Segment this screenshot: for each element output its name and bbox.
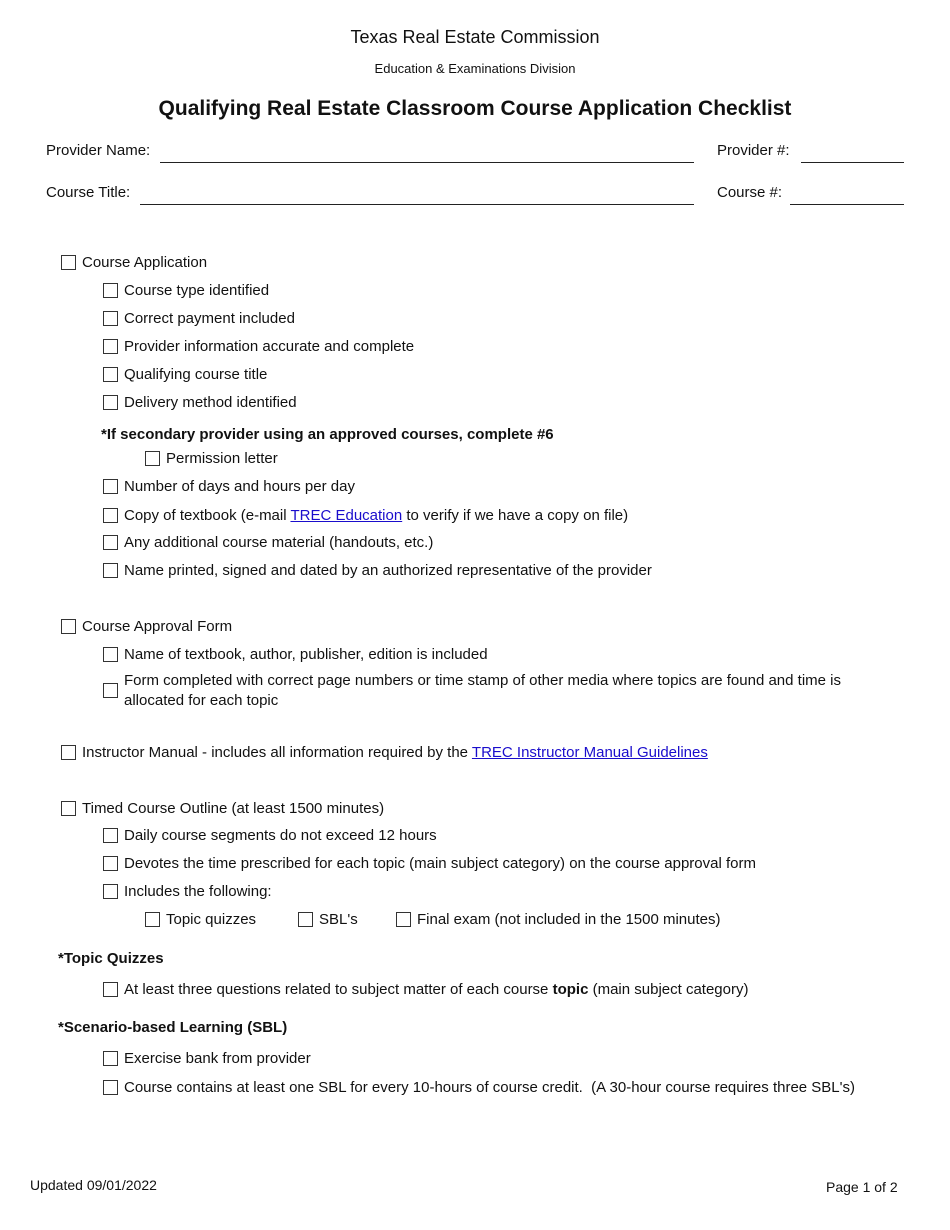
item-label: Final exam (not included in the 1500 minutes) <box>417 911 721 928</box>
check-form-completed[interactable] <box>103 671 893 711</box>
checkbox[interactable] <box>103 339 118 354</box>
checkbox[interactable] <box>145 912 160 927</box>
course-number-field[interactable] <box>790 204 904 205</box>
check-devotes-time[interactable] <box>103 855 756 872</box>
item-label: Name of textbook, author, publisher, edition is included <box>124 646 488 663</box>
check-exercise-bank[interactable] <box>103 1050 311 1067</box>
check-daily-segments[interactable] <box>103 827 437 844</box>
checkbox[interactable] <box>61 745 76 760</box>
item-label <box>124 507 628 524</box>
item-label: Correct payment included <box>124 310 295 327</box>
three-questions-prefix: At least three questions related to subject matter of each course <box>124 981 553 998</box>
division-name: Education & Examinations Division <box>374 61 576 76</box>
check-additional-material[interactable] <box>103 534 433 551</box>
check-provider-info[interactable] <box>103 338 414 355</box>
check-includes-following[interactable] <box>103 883 272 900</box>
item-label: Number of days and hours per day <box>124 478 355 495</box>
check-three-questions[interactable] <box>103 981 749 998</box>
checkbox[interactable] <box>103 311 118 326</box>
textbook-prefix: Copy of textbook (e-mail <box>124 507 291 524</box>
check-signed[interactable] <box>103 562 652 579</box>
provider-number-label: Provider #: <box>717 142 790 159</box>
item-label <box>124 981 749 998</box>
course-title-label: Course Title: <box>46 184 131 201</box>
check-final-exam[interactable] <box>396 911 721 928</box>
check-course-approval-form[interactable] <box>61 618 232 635</box>
checkbox[interactable] <box>61 255 76 270</box>
page-title: Qualifying Real Estate Classroom Course Application Checklist <box>158 97 792 120</box>
checkbox[interactable] <box>103 647 118 662</box>
item-label: SBL's <box>319 911 358 928</box>
trec-education-link[interactable]: TREC Education <box>290 507 403 524</box>
item-label: Daily course segments do not exceed 12 hours <box>124 827 437 844</box>
checkbox[interactable] <box>145 451 160 466</box>
item-label: Devotes the time prescribed for each topic (main subject category) on the course approval form <box>124 855 756 872</box>
checkbox[interactable] <box>61 801 76 816</box>
course-title-field[interactable] <box>140 204 694 205</box>
checkbox[interactable] <box>396 912 411 927</box>
updated-date: Updated 09/01/2022 <box>30 1177 157 1193</box>
item-label: Form completed with correct page numbers or time stamp of other media where topics are found and time is allocated for each topic <box>124 672 841 709</box>
item-label: Includes the following: <box>124 883 272 900</box>
checkbox[interactable] <box>103 828 118 843</box>
topic-bold: topic <box>552 981 589 998</box>
checkbox[interactable] <box>298 912 313 927</box>
item-label: Qualifying course title <box>124 366 268 383</box>
checkbox[interactable] <box>103 856 118 871</box>
item-label: Course Application <box>82 254 208 271</box>
textbook-suffix: to verify if we have a copy on file) <box>402 507 629 524</box>
checkbox[interactable] <box>103 508 118 523</box>
item-label: Name printed, signed and dated by an authorized representative of the provider <box>124 562 652 579</box>
checkbox[interactable] <box>103 982 118 997</box>
item-label <box>82 744 708 761</box>
item-label: Timed Course Outline (at least 1500 minutes) <box>82 800 385 817</box>
item-label: Permission letter <box>166 450 278 467</box>
checkbox[interactable] <box>103 395 118 410</box>
check-timed-outline[interactable] <box>61 800 384 817</box>
check-payment[interactable] <box>103 310 295 327</box>
checkbox[interactable] <box>103 283 118 298</box>
item-label: Course contains at least one SBL for every 10-hours of course credit. (A 30-hour course requires three SBL's) <box>124 1079 856 1096</box>
item-label: Exercise bank from provider <box>124 1050 311 1067</box>
checkbox[interactable] <box>103 683 118 698</box>
check-course-type[interactable] <box>103 282 269 299</box>
checkbox[interactable] <box>103 479 118 494</box>
checkbox[interactable] <box>103 367 118 382</box>
checkbox[interactable] <box>103 1080 118 1095</box>
trec-instructor-manual-link[interactable]: TREC Instructor Manual Guidelines <box>471 744 708 761</box>
check-delivery-method[interactable] <box>103 394 297 411</box>
instructor-manual-text: Instructor Manual - includes all information required by the <box>82 744 472 761</box>
item-label: Course Approval Form <box>82 618 233 635</box>
check-instructor-manual[interactable] <box>61 744 708 761</box>
provider-name-field[interactable] <box>160 162 694 163</box>
checkbox[interactable] <box>103 563 118 578</box>
three-questions-suffix: (main subject category) <box>588 981 749 998</box>
item-label: Topic quizzes <box>166 911 257 928</box>
provider-name-label: Provider Name: <box>46 142 151 159</box>
item-label: Provider information accurate and complete <box>124 338 415 355</box>
checkbox[interactable] <box>103 1051 118 1066</box>
page-number: Page 1 of 2 <box>826 1179 898 1195</box>
item-label: Course type identified <box>124 282 270 299</box>
checkbox[interactable] <box>61 619 76 634</box>
check-textbook-info[interactable] <box>103 646 488 663</box>
course-number-label: Course #: <box>717 184 783 201</box>
check-permission-letter[interactable] <box>145 450 278 467</box>
item-label: Any additional course material (handouts, etc.) <box>124 534 434 551</box>
check-topic-quizzes[interactable] <box>145 911 256 928</box>
checkbox[interactable] <box>103 884 118 899</box>
check-textbook-copy[interactable] <box>103 507 628 524</box>
check-days-hours[interactable] <box>103 478 355 495</box>
check-course-application[interactable] <box>61 254 207 271</box>
sbl-heading: *Scenario-based Learning (SBL) <box>58 1019 288 1036</box>
check-sbls[interactable] <box>298 911 358 928</box>
checkbox[interactable] <box>103 535 118 550</box>
secondary-provider-note: *If secondary provider using an approved courses, complete #6 <box>101 426 554 443</box>
provider-number-field[interactable] <box>801 162 904 163</box>
item-label: Delivery method identified <box>124 394 297 411</box>
check-sbl-per-hours[interactable] <box>103 1079 855 1096</box>
check-qualifying-title[interactable] <box>103 366 267 383</box>
topic-quizzes-heading: *Topic Quizzes <box>58 950 164 967</box>
agency-name: Texas Real Estate Commission <box>350 27 600 47</box>
